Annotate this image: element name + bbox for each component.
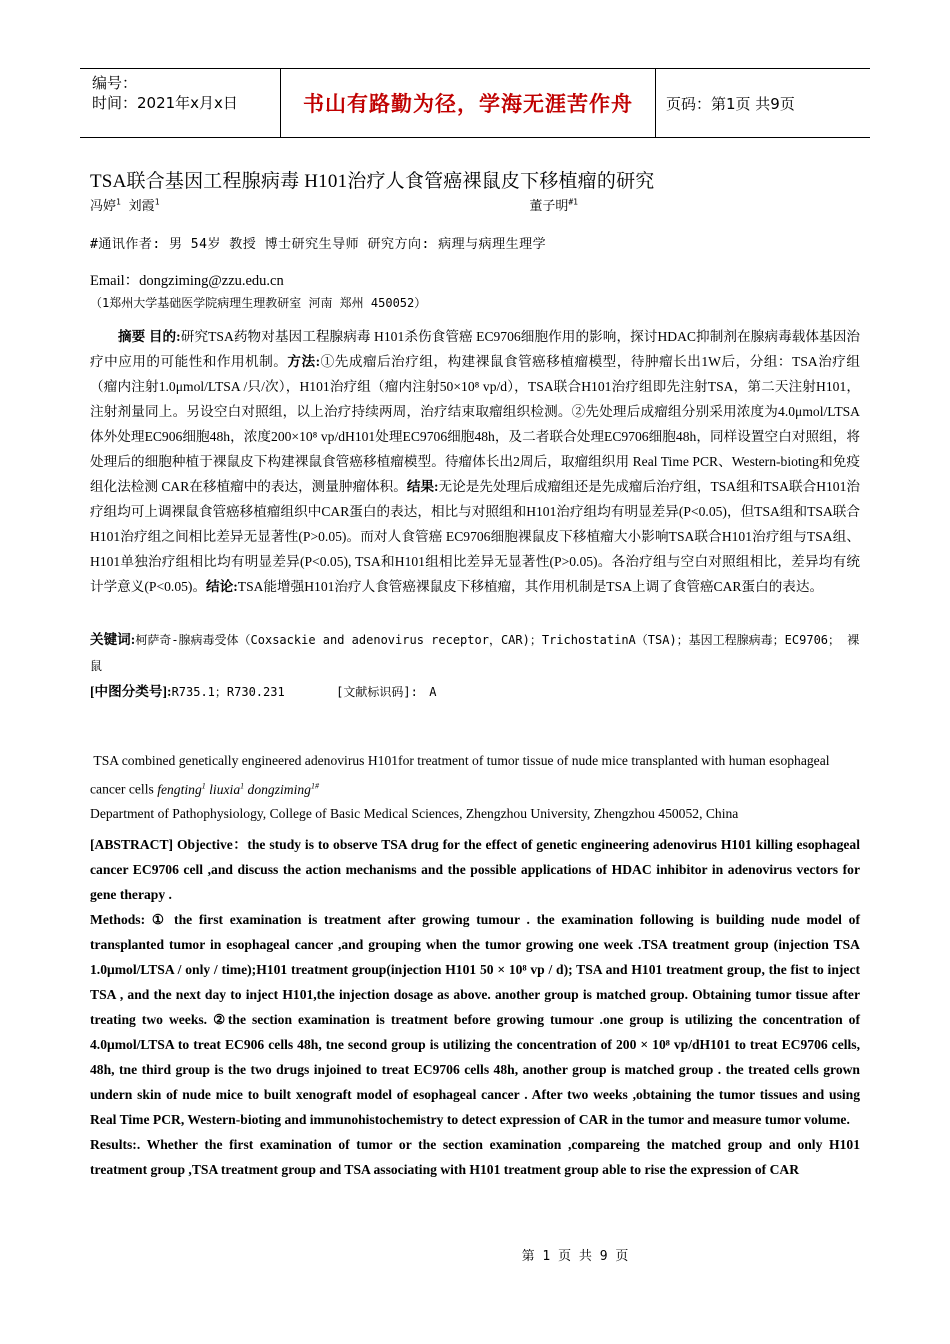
- classification-label: [中图分类号]:: [90, 684, 172, 699]
- author-name: 冯婷: [90, 199, 117, 214]
- english-department: Department of Pathophysiology, College of Basic Medical Sciences, Zhengzhou University, Zhengzhou 450052, China: [90, 805, 739, 821]
- footer-page-number: 第 1 页 共 9 页: [521, 1249, 629, 1264]
- doc-code-value: A: [429, 685, 437, 699]
- header-meta: [80, 69, 281, 137]
- english-title: [90, 748, 860, 802]
- author-name: 刘霞: [128, 199, 155, 214]
- author-sup: 1: [154, 197, 160, 207]
- header-page-label: 页码：第1页 共9页: [666, 94, 795, 113]
- keywords-text: 柯萨奇-腺病毒受体（Coxsackie and adenovirus receptor，CAR)；TrichostatinA（TSA)；基因工程腺病毒；EC9706； 裸鼠: [90, 633, 860, 673]
- abstract-label: 摘要: [118, 329, 146, 344]
- keywords-label: 关键词:: [90, 632, 136, 647]
- english-author-sup: 1: [240, 781, 245, 790]
- results-label: 结果:: [406, 479, 439, 494]
- page-footer: [0, 1245, 950, 1264]
- corresponding-author: #通讯作者: 男 54岁 教授 博士研究生导师 研究方向: 病理与病理生理学: [90, 237, 547, 252]
- conclusion-label: 结论:: [206, 579, 238, 594]
- number-label: 编号：: [92, 74, 138, 92]
- english-objective: [ABSTRACT] Objective：the study is to observe TSA drug for the effect of genetic engineering adenovirus H101 killing esophageal cancer EC9706 cell ,and discuss the action mechanisms and the possible applications of HDAC inhibitor in adenovirus vectors for gene therapy .: [90, 836, 860, 902]
- doc-code-label: [文献标识码]:: [336, 685, 418, 699]
- english-author: fengting: [157, 781, 202, 797]
- affiliation: （1郑州大学基础医学院病理生理教研室 河南 郑州 450052）: [90, 296, 427, 310]
- methods-text: ①先成瘤后治疗组，构建裸鼠食管癌移植瘤模型，待肿瘤长出1W后，分组：TSA治疗组（瘤内注射1.0μmol/LTSA /只/次），H101治疗组（瘤内注射50×10⁸ vp/d），TSA联合H101治疗组即先注射TSA，第二天注射H101，注射剂量同上。另设空白对照组，以上治疗持续两周，治疗结束取瘤组织检测。②先处理后成瘤组分别采用浓度为4.0μmol/LTSA体外处理EC906细胞48h，浓度200×10⁸ vp/dH101处理EC9706细胞48h，及二者联合处理EC9706细胞48h，同样设置空白对照组，将处理后的细胞种植于裸鼠皮下构建裸鼠食管癌移植瘤模型。待瘤体长出2周后，取瘤组织用 Real Time PCR、Western-bioting和免疫组化法检测 CAR在移植瘤中的表达，测量肿瘤体积。: [90, 354, 861, 494]
- chinese-abstract: [90, 324, 860, 599]
- email: Email：dongziming@zzu.edu.cn: [90, 273, 284, 289]
- english-author: liuxia: [209, 781, 241, 797]
- authors-right: [529, 195, 578, 215]
- english-author: dongziming: [247, 781, 311, 797]
- english-methods: Methods: ① the first examination is treatment after growing tumour . the examination following is building nude model of transplanted tumor in esophageal cancer ,and grouping when the tumor growing one week .TSA treatment group (injection TSA 1.0μmol/LTSA / only / time);H101 treatment group(injection H101 50 × 10⁸ vp / d); TSA and H101 treatment group, the fist to inject TSA , and the next day to inject H101,the injection dosage as above. another group is matched group. Obtaining tumor tissue after treating two weeks. ②the section examination is treatment before growing tumour .one group is utilizing the concentration of 4.0μmol/LTSA to treat EC906 cells 48h, tne second group is utilizing the concentration of 200 × 10⁸ vp/dH101 to treat EC9706 cells, 48h, tne third group is the two drugs injoined to treat EC9706 cells 48h, another group is matched group . the treated cells grown undern skin of nude mice to built xenograft model of esophageal cancer . After two weeks ,obtaining the tumor tissues and using Real Time PCR, Western-bioting and immunohistochemistry to detect expression of CAR in the tumor and measure tumor volume.: [90, 911, 860, 1127]
- methods-label: 方法:: [287, 354, 321, 369]
- results-text: 无论是先处理后成瘤组还是先成瘤后治疗组，TSA组和TSA联合H101治疗组均可上调裸鼠食管癌移植瘤组织中CAR蛋白的表达，相比与对照组和H101治疗组均有明显差异(P<0.05)，但TSA组和TSA联合H101治疗组之间相比差异无显著性(P>0.05)。而对人食管癌 EC9706细胞裸鼠皮下移植瘤大小影响TSA联合H101治疗组与TSA组、H101单独治疗组相比均有明显差异(P<0.05), TSA和H101组相比差异无显著性(P>0.05)。各治疗组与空白对照组相比，差异均有统计学意义(P<0.05)。: [90, 479, 860, 594]
- time-label: 时间：2021年x月x日: [92, 94, 238, 112]
- page-header: [80, 68, 870, 138]
- authors-left: [90, 195, 160, 215]
- document-body: [90, 166, 860, 1182]
- objective-text: 研究TSA药物对基因工程腺病毒 H101杀伤食管癌 EC9706细胞作用的影响，探讨HDAC抑制剂在腺病毒载体基因治疗中应用的可能性和作用机制。: [90, 329, 861, 369]
- english-author-sup: 1: [201, 781, 206, 790]
- author-line: [90, 195, 860, 215]
- english-results: Results:. Whether the first examination of tumor or the section examination ,compareing the matched group and only H101 treatment group ,TSA treatment group and TSA associating with H101 treatment group able to rise the expression of CAR: [90, 1136, 860, 1177]
- paper-title: TSA联合基因工程腺病毒 H101治疗人食管癌裸鼠皮下移植瘤的研究: [90, 171, 655, 192]
- english-title-text: TSA combined genetically engineered adenovirus H101for treatment of tumor tissue of nude mice transplanted with human esophageal cancer cells: [90, 753, 830, 797]
- keywords: [90, 627, 860, 679]
- header-motto: 书山有路勤为径，学海无涯苦作舟: [281, 69, 656, 137]
- classification: [90, 680, 860, 700]
- objective-label: 目的:: [148, 329, 181, 344]
- classification-value: R735.1；R730.231: [171, 685, 285, 699]
- author-sup: #1: [568, 197, 578, 207]
- author-sup: 1: [116, 197, 121, 207]
- conclusion-text: TSA能增强H101治疗人食管癌裸鼠皮下移植瘤，其作用机制是TSA上调了食管癌CAR蛋白的表达。: [237, 579, 824, 594]
- author-name: 董子明: [529, 199, 569, 214]
- english-author-sup: 1#: [310, 781, 319, 790]
- english-abstract: [90, 832, 860, 1182]
